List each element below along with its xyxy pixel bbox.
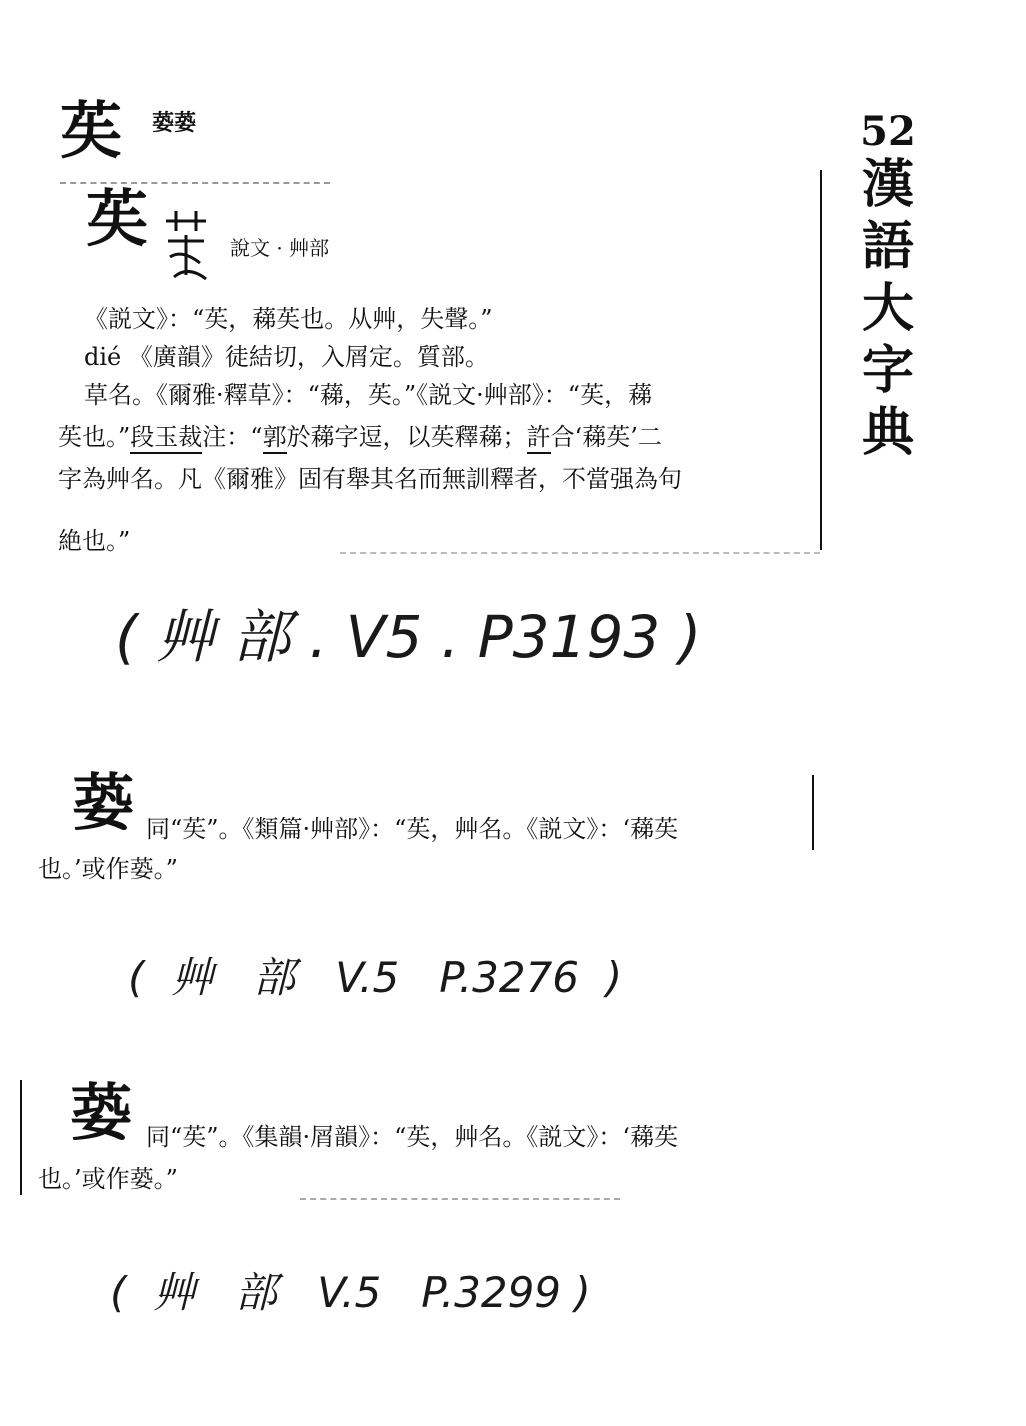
underlined-name-duan-yucai: 段玉裁 bbox=[130, 423, 202, 454]
entry1-line-1: 《説文》：“苵，蕛苵也。从艸，失聲。” bbox=[84, 305, 493, 333]
line4-text-d: 合‘蕛苵’二 bbox=[550, 423, 662, 451]
entry3-handwritten-note: ( 艸 部 V.5 P.3299 ) bbox=[110, 1268, 591, 1317]
entry1-heading-char: 苵 bbox=[86, 182, 149, 255]
entry3-left-rule bbox=[20, 1080, 22, 1195]
entry1-line-3: 草名。《爾雅·釋草》：“蕛，苵。”《説文·艸部》：“苵，蕛 bbox=[84, 381, 653, 409]
entry2-right-rule bbox=[812, 775, 814, 850]
sidebar-char-1: 漢 bbox=[861, 154, 914, 215]
entry1-source-label: 說文 · 艸部 bbox=[230, 236, 330, 260]
line4-text-a: 苵也。” bbox=[58, 423, 131, 451]
line4-text-c: 於蕛字逗，以苵釋蕛； bbox=[286, 423, 527, 451]
entry1-head-char: 苵 bbox=[60, 94, 123, 167]
sidebar-char-5: 典 bbox=[861, 402, 914, 463]
entry3-bottom-divider bbox=[300, 1198, 620, 1200]
sidebar-char-3: 大 bbox=[861, 278, 914, 339]
entry1-line-5: 字為艸名。凡《爾雅》固有舉其名而無訓釋者，不當强為句 bbox=[58, 465, 682, 493]
entry1-line-6: 絶也。” bbox=[58, 527, 131, 555]
entry2-head-char: 蒆 bbox=[72, 766, 135, 839]
entry3-line-2: 也。’或作蒆。” bbox=[38, 1165, 178, 1193]
entry2-line-1: 同“苵”。《類篇·艸部》：“苵，艸名。《説文》：‘蕛苵 bbox=[146, 815, 679, 843]
entry1-right-rule bbox=[820, 170, 822, 550]
entry1-line-4 bbox=[58, 418, 662, 456]
entry1-handwritten-note: ( 艸 部 . V5 . P3193 ) bbox=[115, 603, 702, 671]
entry1-line-2: dié 《廣韻》徒結切，入屑定。質部。 bbox=[84, 343, 489, 371]
line4-text-b: 注：“ bbox=[202, 423, 263, 451]
underlined-name-xu: 許 bbox=[527, 423, 551, 454]
sidebar-char-2: 語 bbox=[861, 216, 914, 277]
seal-script-glyph bbox=[160, 205, 212, 283]
sidebar-book-title bbox=[848, 110, 928, 464]
entry2-line-2: 也。’或作蒆。” bbox=[38, 855, 178, 883]
entry1-variants: 蒆蒆 bbox=[152, 110, 197, 136]
sidebar-char-4: 字 bbox=[861, 340, 914, 401]
underlined-name-guo: 郭 bbox=[263, 423, 287, 454]
entry2-handwritten-note: ( 艸 部 V.5 P.3276 ) bbox=[128, 953, 623, 1002]
volume-number: 52 bbox=[860, 108, 916, 155]
entry1-bottom-divider bbox=[340, 552, 820, 554]
entry3-line-1: 同“苵”。《集韻·屑韻》：“苵，艸名。《説文》：‘蕛苵 bbox=[146, 1123, 679, 1151]
entry3-head-char: 蒆 bbox=[70, 1076, 133, 1149]
